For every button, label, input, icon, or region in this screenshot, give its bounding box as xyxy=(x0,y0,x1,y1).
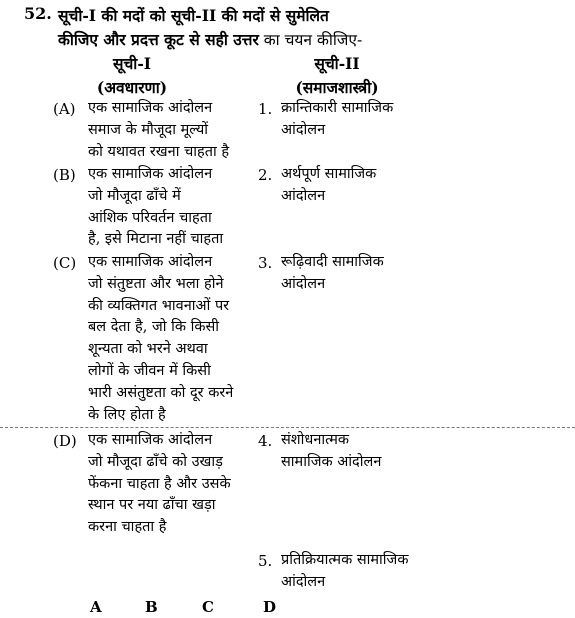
option-label-2: 2. xyxy=(258,166,273,184)
answer-col-c: C xyxy=(202,598,214,616)
option-1-line: क्रान्तिकारी सामाजिक xyxy=(281,100,394,116)
question-text-line1: सूची-I की मदों को सूची-II की मदों से सुमेलित xyxy=(58,6,329,25)
item-d-line: स्थान पर नया ढाँचा खड़ा xyxy=(88,497,216,514)
item-c-line: एक सामाजिक आंदोलन xyxy=(88,254,213,270)
dotted-divider xyxy=(0,427,575,428)
list2-title: सूची-II xyxy=(314,54,360,73)
option-text-3 xyxy=(281,252,384,296)
item-d-line: करना चाहता है xyxy=(88,519,167,536)
item-c-line: शून्यता को भरने अथवा xyxy=(88,341,208,358)
item-text-b xyxy=(88,164,223,251)
item-d-line: एक सामाजिक आंदोलन xyxy=(88,432,213,448)
item-c-line: जो संतुष्टता और भला होने xyxy=(88,275,224,292)
item-text-d xyxy=(88,430,231,539)
question-text-line2-bold: कीजिए और प्रदत्त कूट से सही उत्तर xyxy=(58,30,259,49)
question-text-line2-rest: का चयन कीजिए- xyxy=(258,31,363,49)
item-c-line: की व्यक्तिगत भावनाओं पर xyxy=(88,297,230,314)
option-label-4: 4. xyxy=(258,432,273,450)
option-text-2 xyxy=(281,164,376,208)
answer-col-a: A xyxy=(90,598,102,616)
option-1-line: आंदोलन xyxy=(281,121,326,138)
option-3-line: आंदोलन xyxy=(281,275,326,292)
item-c-line: भारी असंतुष्टता को दूर करने xyxy=(88,384,234,401)
item-b-line: जो मौजूदा ढाँचे में xyxy=(88,187,181,204)
option-5-line: आंदोलन xyxy=(281,573,326,590)
item-a-line: समाज के मौजूदा मूल्यों xyxy=(88,121,209,138)
option-text-1 xyxy=(281,98,393,142)
answer-col-b: B xyxy=(145,598,158,616)
option-4-line: संशोधनात्मक xyxy=(281,432,350,448)
option-5-line: प्रतिक्रियात्मक सामाजिक xyxy=(281,552,409,568)
item-b-line: आंशिक परिवर्तन चाहता xyxy=(88,209,212,226)
list1-title: सूची-I xyxy=(112,54,152,73)
answer-col-d: D xyxy=(263,598,277,616)
item-c-line: के लिए होता है xyxy=(88,406,166,423)
question-number: 52. xyxy=(24,4,52,23)
item-c-line: बल देता है, जो कि किसी xyxy=(88,319,220,336)
option-label-3: 3. xyxy=(258,254,273,272)
item-a-line: एक सामाजिक आंदोलन xyxy=(88,100,213,116)
item-label-a: (A) xyxy=(53,100,76,118)
option-label-1: 1. xyxy=(258,100,273,118)
item-text-c xyxy=(88,252,233,426)
item-b-line: एक सामाजिक आंदोलन xyxy=(88,166,213,182)
item-d-line: जो मौजूदा ढाँचे को उखाड़ xyxy=(88,453,223,470)
option-label-5: 5. xyxy=(258,552,273,570)
item-label-b: (B) xyxy=(53,166,76,184)
item-c-line: लोगों के जीवन में किसी xyxy=(88,362,211,379)
item-label-c: (C) xyxy=(53,254,77,272)
list1-subtitle: (अवधारणा) xyxy=(96,78,168,97)
item-text-a xyxy=(88,98,229,163)
item-a-line: को यथावत रखना चाहता है xyxy=(88,143,230,160)
option-text-4 xyxy=(281,430,381,474)
option-3-line: रूढ़िवादी सामाजिक xyxy=(281,254,384,270)
item-b-line: है, इसे मिटाना नहीं चाहता xyxy=(88,231,224,248)
option-2-line: आंदोलन xyxy=(281,187,326,204)
item-d-line: फेंकना चाहता है और उसके xyxy=(88,475,231,492)
item-label-d: (D) xyxy=(53,432,77,450)
list2-subtitle: (समाजशास्त्री) xyxy=(295,78,379,97)
option-2-line: अर्थपूर्ण सामाजिक xyxy=(281,166,377,182)
option-text-5 xyxy=(281,550,408,594)
option-4-line: सामाजिक आंदोलन xyxy=(281,453,382,470)
question-text-line2 xyxy=(58,28,362,50)
